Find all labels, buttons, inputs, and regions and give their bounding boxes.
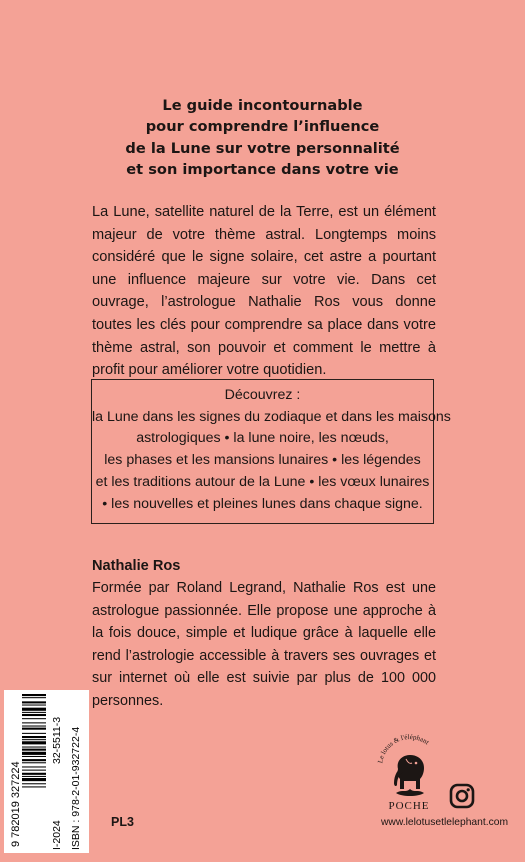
- barcode-bar: [22, 714, 46, 716]
- barcode-bar: [22, 712, 46, 713]
- barcode-bar: [22, 741, 46, 744]
- barcode-bar: [22, 733, 46, 734]
- barcode-bar: [22, 718, 46, 719]
- barcode-bar: [22, 726, 46, 727]
- author-name: Nathalie Ros: [92, 558, 181, 574]
- headline-line: de la Lune sur votre personnalité: [125, 139, 400, 157]
- discover-line: astrologiques • la lune noire, les nœuds,: [136, 430, 389, 447]
- author-bio: Formée par Roland Legrand, Nathalie Ros est une astrologue passionnée. Elle propose une approche à la fois douce, simple et ludique grâce à laquelle elle rend l’astrologie accessible à travers ses ouvrages et sur internet où elle est suivie par plus de 100 000 personnes.: [92, 580, 436, 709]
- barcode-bar: [22, 762, 46, 763]
- collection-name: POCHE: [388, 800, 430, 812]
- barcode-bar: [22, 728, 46, 730]
- discover-line: les phases et les mansions lunaires • les légendes: [104, 452, 421, 469]
- instagram-icon[interactable]: [449, 783, 475, 814]
- discover-line: • les nouvelles et pleines lunes dans chaque signe.: [102, 495, 423, 512]
- elephant-lotus-icon: [372, 723, 448, 803]
- barcode-bar: [22, 756, 46, 757]
- barcode-bar: [22, 776, 46, 777]
- barcode-digits: 9 782019 327224: [10, 761, 22, 847]
- barcode-bar: [22, 778, 46, 781]
- barcode: [4, 690, 89, 853]
- barcode-bar: [22, 705, 46, 706]
- barcode-bar: [22, 786, 46, 787]
- discover-box: [91, 379, 451, 524]
- barcode-bar: [22, 749, 46, 751]
- barcode-isbn: ISBN : 978-2-01-932722-4: [70, 726, 82, 850]
- barcode-bar: [22, 736, 46, 738]
- intro-paragraph: La Lune, satellite naturel de la Terre, est un élément majeur de votre thème astral. Longtemps moins considéré que le signe solaire, cet astre a pourtant une influence majeure sur votre vie. Dans cet ouvrage, l’astrologue Nathalie Ros vous donne toutes les clés pour comprendre sa place dans votre thème astral, son pouvoir et comment le mettre à profit pour améliorer votre quotidien.: [92, 204, 436, 379]
- barcode-edition: I-2024: [51, 820, 63, 850]
- print-code: PL3: [111, 815, 134, 829]
- barcode-bar: [22, 773, 46, 775]
- barcode-code: 32-5511-3: [51, 716, 63, 764]
- barcode-bar: [22, 697, 46, 698]
- barcode-bar: [22, 701, 46, 703]
- barcode-bar: [22, 752, 46, 755]
- barcode-bar: [22, 747, 46, 748]
- discover-title: Découvrez :: [224, 387, 301, 403]
- headline-line: pour comprendre l’influence: [145, 118, 380, 136]
- headline-line: Le guide incontournable: [162, 97, 363, 114]
- barcode-bar: [22, 759, 46, 761]
- barcode-bar: [22, 770, 46, 771]
- barcode-bar: [22, 739, 46, 740]
- discover-line: la Lune dans les signes du zodiaque et dans les maisons: [92, 408, 451, 425]
- website-link[interactable]: www.lelotusetlelephant.com: [381, 817, 509, 828]
- logo-arc-text: Le lotus & l'éléphant: [376, 732, 431, 764]
- barcode-bar: [22, 708, 46, 711]
- headline-line: et son importance dans votre vie: [126, 160, 399, 178]
- headline: [100, 95, 425, 180]
- barcode-bar: [22, 766, 46, 767]
- discover-line: et les traditions autour de la Lune • les vœux lunaires: [95, 473, 430, 490]
- barcode-bar: [22, 783, 46, 784]
- barcode-bar: [22, 722, 46, 723]
- barcode-bar: [22, 694, 46, 696]
